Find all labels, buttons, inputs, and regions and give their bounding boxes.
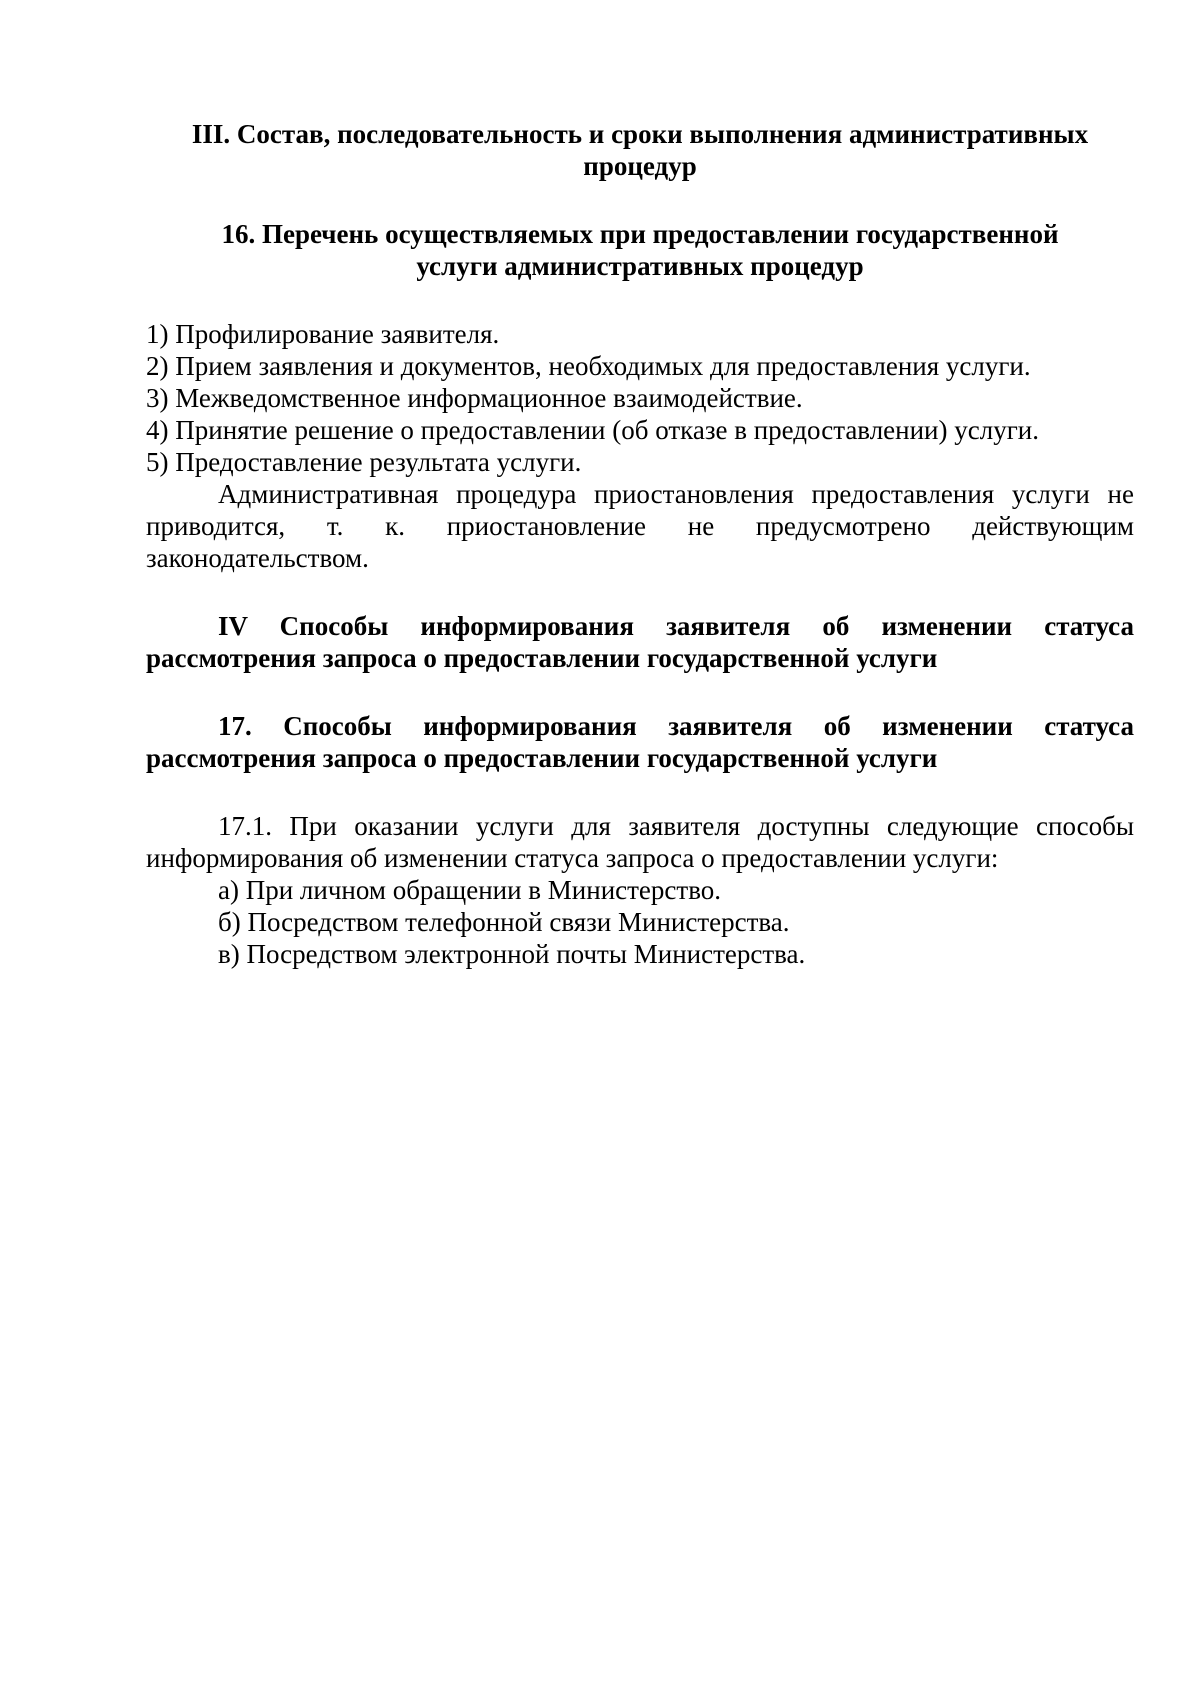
notification-options-list <box>146 874 1134 970</box>
paragraph-17-1: 17.1. При оказании услуги для заявителя доступны следующие способы информирования об изменении статуса запроса о предоставлении услуги: <box>146 811 1134 873</box>
spacer <box>146 182 1134 218</box>
section-4-heading: IV Способы информирования заявителя об изменении статуса рассмотрения запроса о предоставлении государственной услуги <box>146 611 1134 673</box>
spacer <box>146 774 1134 810</box>
document-page <box>146 118 1134 970</box>
suspension-note: Административная процедура приостановления предоставления услуги не приводится, т. к. приостановление не предусмотрено действующим законодательством. <box>146 479 1134 573</box>
spacer <box>146 574 1134 610</box>
procedure-item: 5) Предоставление результата услуги. <box>146 447 582 477</box>
procedure-item: 2) Прием заявления и документов, необходимых для предоставления услуги. <box>146 351 1031 381</box>
spacer <box>146 674 1134 710</box>
notification-option: а) При личном обращении в Министерство. <box>218 875 722 905</box>
section-3-heading-line-2: процедур <box>583 151 697 181</box>
section-16-heading-line-2: услуги административных процедур <box>416 251 864 281</box>
procedure-item: 4) Принятие решение о предоставлении (об отказе в предоставлении) услуги. <box>146 415 1039 445</box>
procedure-item: 1) Профилирование заявителя. <box>146 319 500 349</box>
section-17-heading: 17. Способы информирования заявителя об изменении статуса рассмотрения запроса о предоставлении государственной услуги <box>146 711 1134 773</box>
section-16-heading <box>146 218 1134 282</box>
section-3-heading <box>146 118 1134 182</box>
spacer <box>146 282 1134 318</box>
section-16-heading-line-1: 16. Перечень осуществляемых при предоставлении государственной <box>221 219 1059 249</box>
section-3-heading-line-1: III. Состав, последовательность и сроки выполнения административных <box>191 119 1089 149</box>
procedure-item: 3) Межведомственное информационное взаимодействие. <box>146 383 803 413</box>
notification-option: в) Посредством электронной почты Министерства. <box>218 939 806 969</box>
notification-option: б) Посредством телефонной связи Министерства. <box>218 907 790 937</box>
procedure-list <box>146 318 1134 478</box>
